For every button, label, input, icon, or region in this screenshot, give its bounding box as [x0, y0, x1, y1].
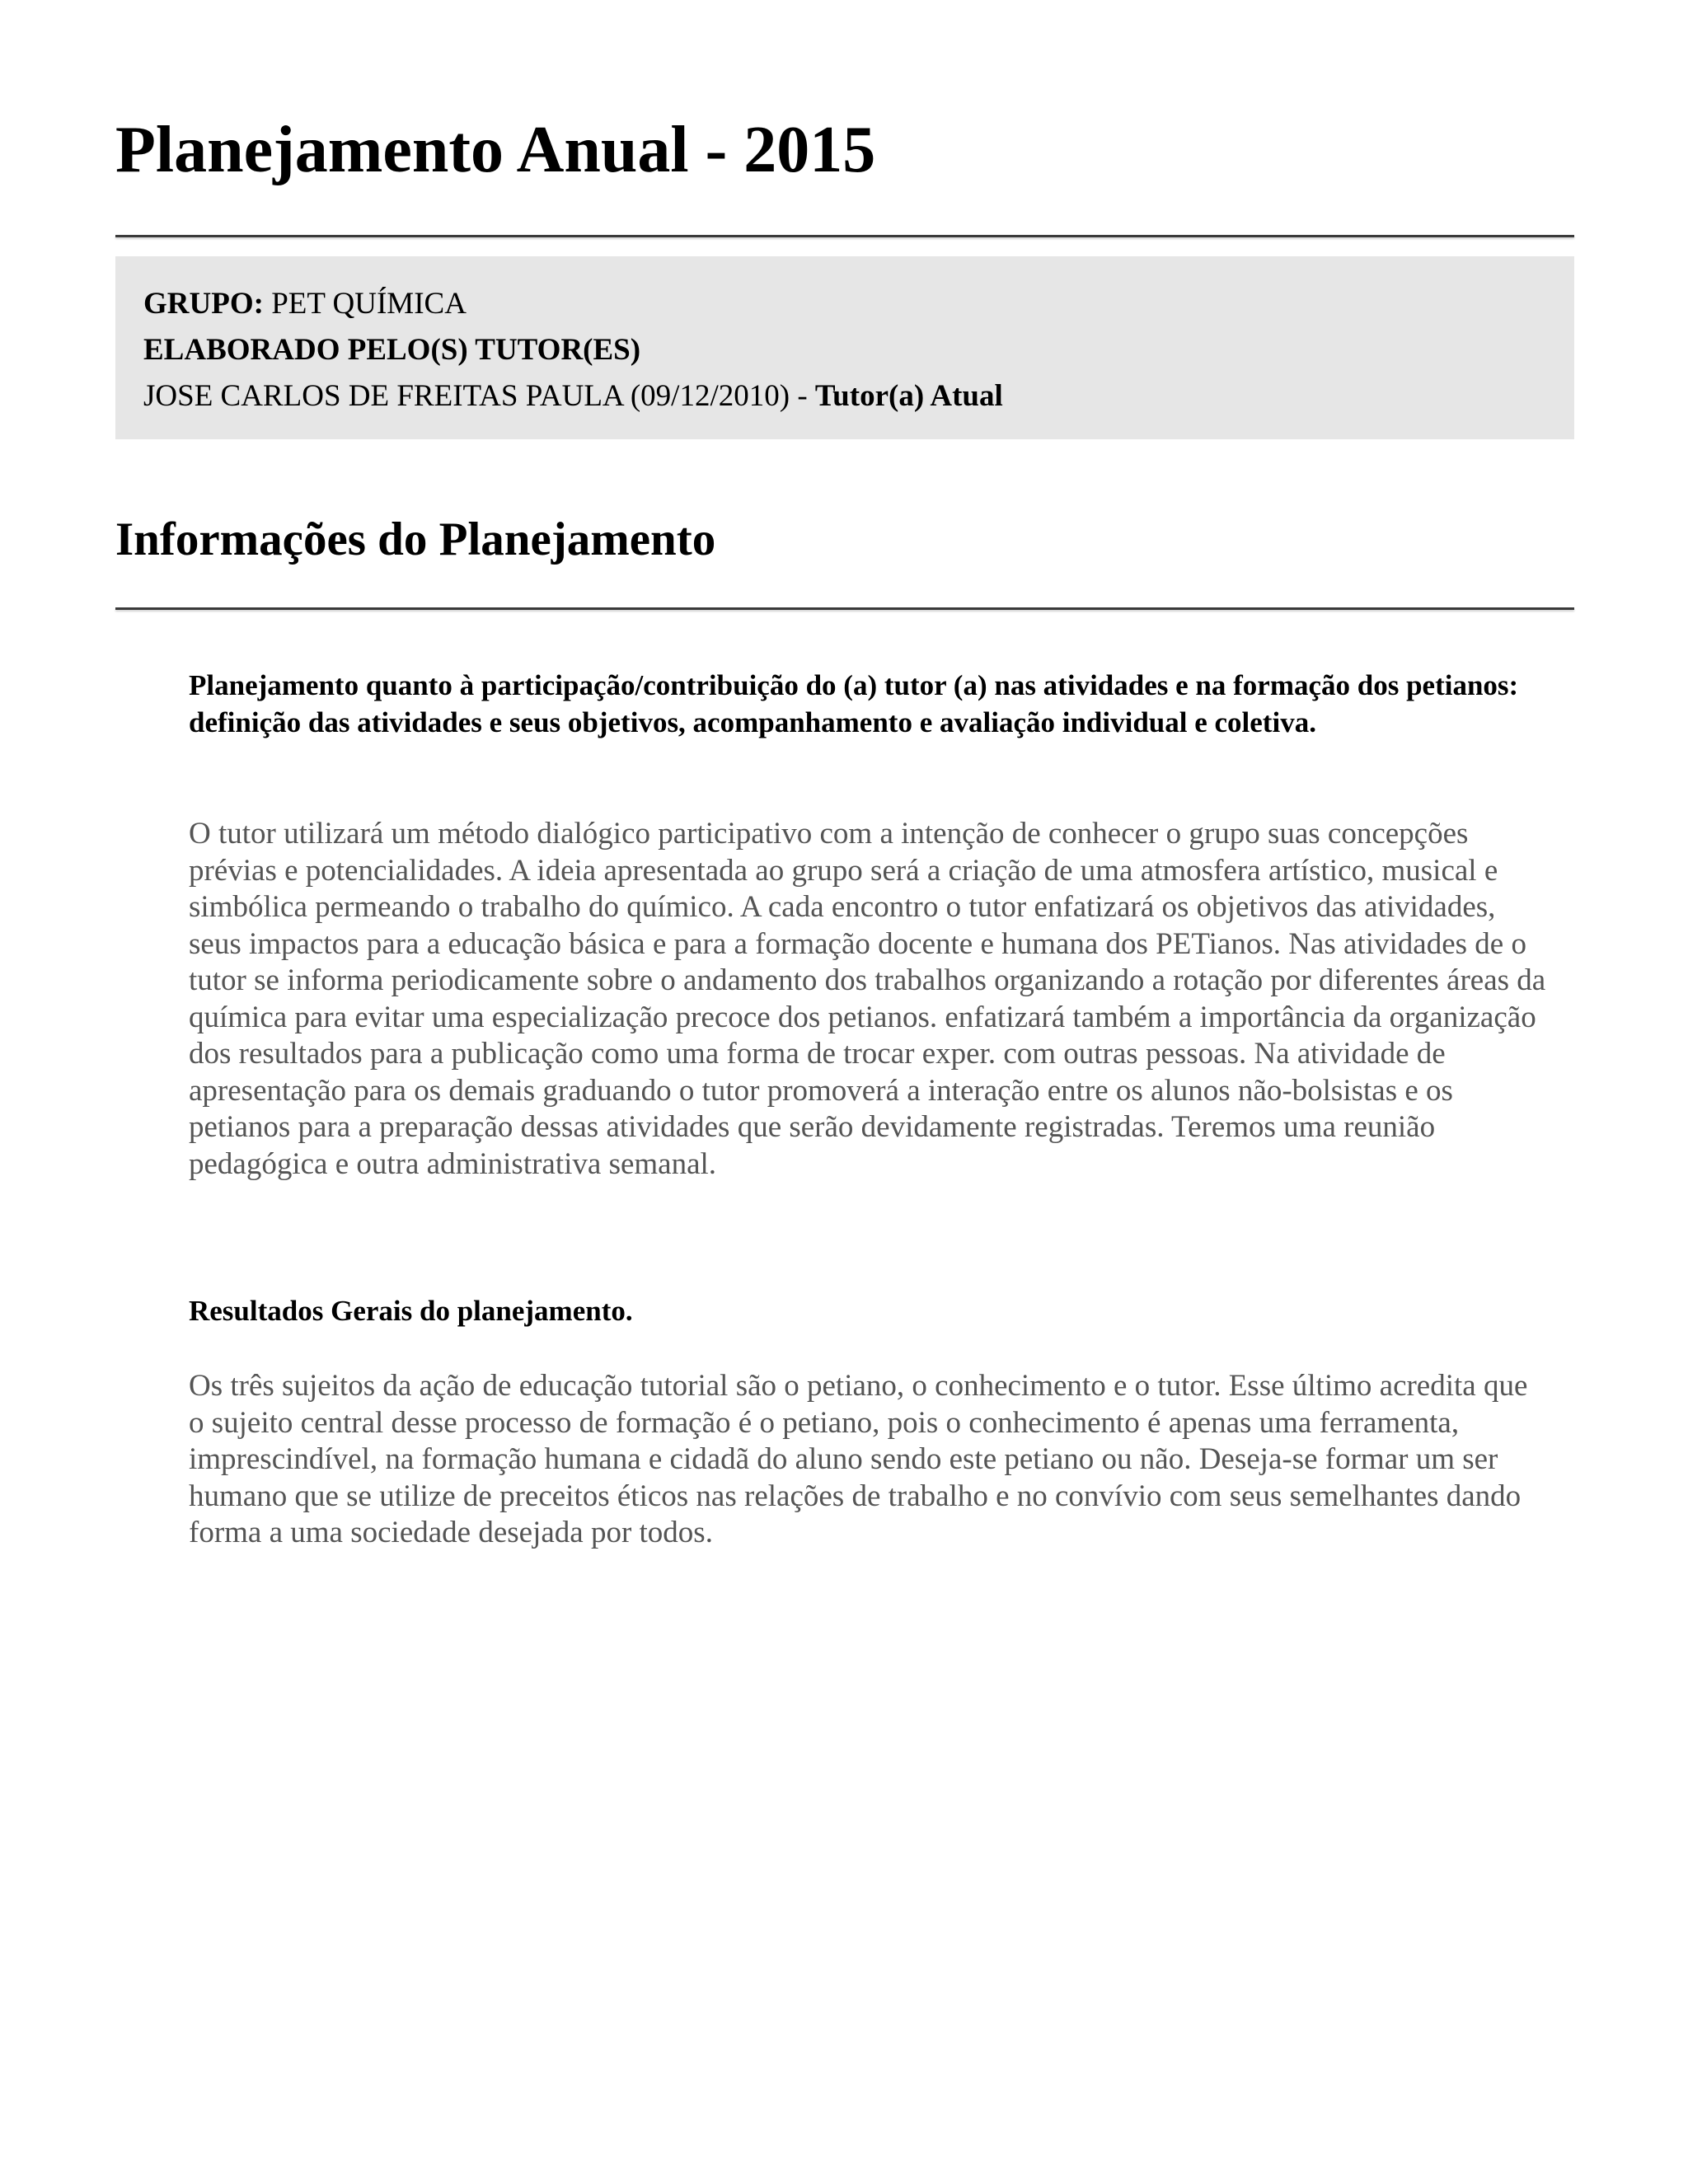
- group-label: GRUPO:: [143, 287, 264, 321]
- section-title: Informações do Planejamento: [115, 513, 716, 565]
- planning-question-1: Planejamento quanto à participação/contribuição do (a) tutor (a) nas atividades e na formação dos petianos: definição das atividades e seus objetivos, acompanhamento e avaliação individual e coletiva.: [189, 669, 1519, 738]
- planning-question-2: Resultados Gerais do planejamento.: [189, 1295, 633, 1327]
- planning-answer-2: Os três sujeitos da ação de educação tutorial são o petiano, o conhecimento e o tutor. Esse último acredita que o sujeito central desse processo de formação é o petiano, pois o conhecimento é apenas uma ferramenta, imprescindível, na formação humana e cidadã do aluno sendo este petiano ou não. Deseja-se formar um ser humano que se utilize de preceitos éticos nas relações de trabalho e no convívio com seus semelhantes dando forma a uma sociedade desejada por todos.: [189, 1369, 1528, 1549]
- title-divider: [115, 235, 1574, 237]
- tutor-role: Tutor(a) Atual: [814, 379, 1003, 413]
- group-line: [143, 281, 1546, 327]
- elaborated-by-label: ELABORADO PELO(S) TUTOR(ES): [143, 333, 641, 367]
- planning-answer-1: O tutor utilizará um método dialógico participativo com a intenção de conhecer o grupo suas concepções prévias e potencialidades. A ideia apresentada ao grupo será a criação de uma atmosfera artístico, musical e simbólica permeando o trabalho do químico. A cada encontro o tutor enfatizará os objetivos das atividades, seus impactos para a educação básica e para a formação docente e humana dos PETianos. Nas atividades de o tutor se informa periodicamente sobre o andamento dos trabalhos organizando a rotação por diferentes áreas da química para evitar uma especialização precoce dos petianos. enfatizará também a importância da organização dos resultados para a publicação como uma forma de trocar exper. com outras pessoas. Na atividade de apresentação para os demais graduando o tutor promoverá a interação entre os alunos não-bolsistas e os petianos para a preparação dessas atividades que serão devidamente registradas. Teremos uma reunião pedagógica e outra administrativa semanal.: [189, 817, 1546, 1181]
- group-value: PET QUÍMICA: [271, 287, 467, 321]
- tutor-line: [143, 373, 1546, 419]
- section-divider: [115, 607, 1574, 610]
- page-title: Planejamento Anual - 2015: [115, 114, 876, 186]
- tutor-name: JOSE CARLOS DE FREITAS PAULA (09/12/2010) -: [143, 379, 808, 413]
- group-info-box: [115, 256, 1574, 439]
